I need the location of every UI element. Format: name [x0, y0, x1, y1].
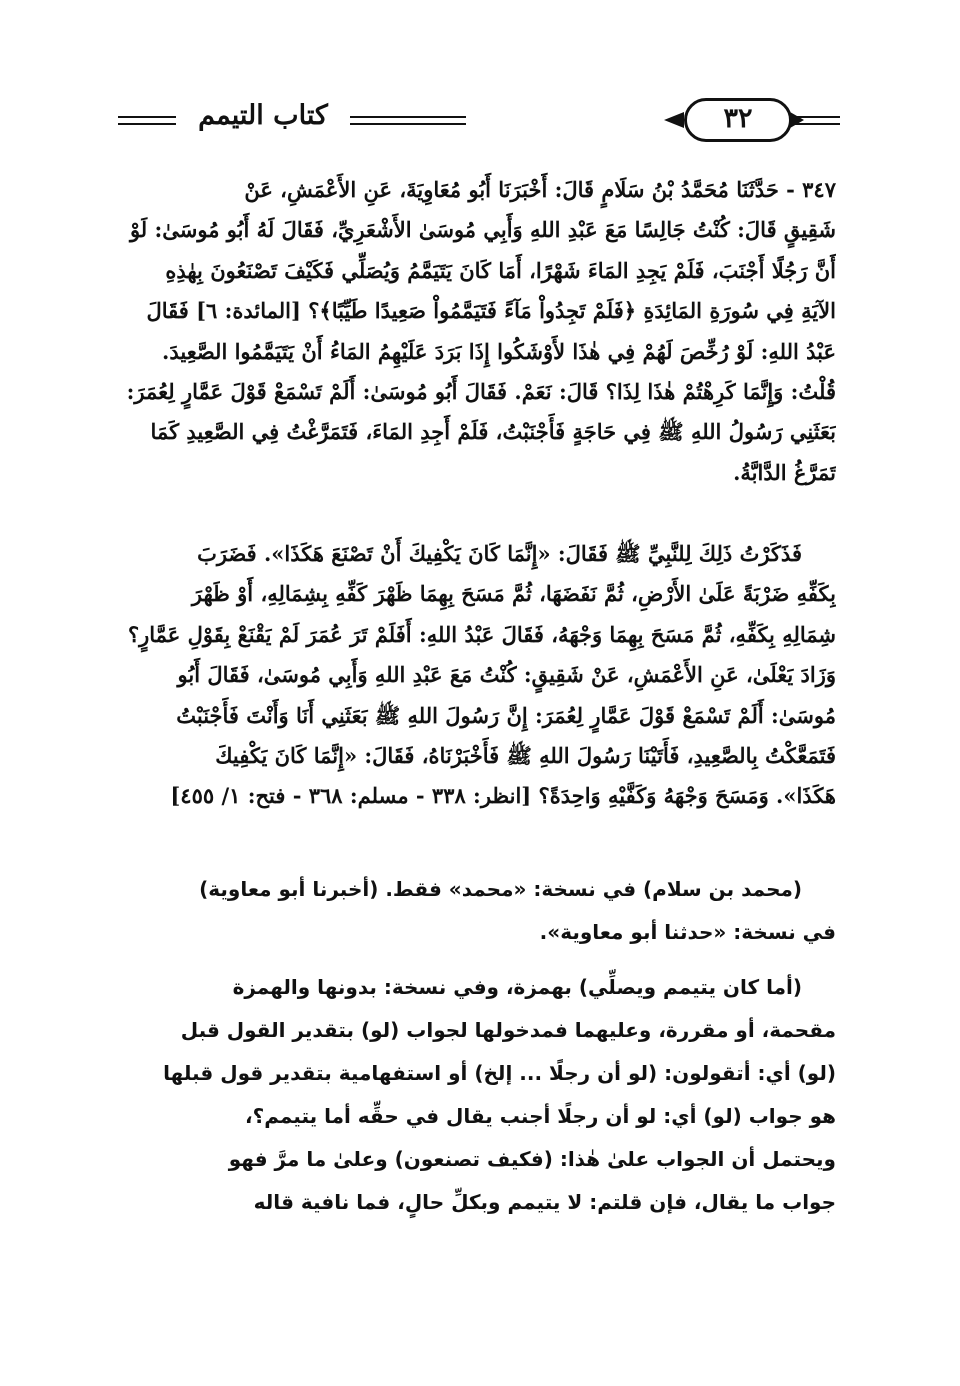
hadith-paragraph-2 [124, 534, 836, 817]
text-line: هو جواب (لو) أي: لو أن رجلًا أجنب يقال في حقِّه أما يتيمم؟، [245, 1104, 836, 1128]
page-header [118, 92, 840, 148]
text-line: مُوسَىٰ: أَلَمْ تَسْمَعْ قَوْلَ عَمَّارٍ لِعُمَرَ: إِنَّ رَسُولَ اللهِ ﷺ بَعَثَنِي أَنَا وَأَنْتَ فَأَجْنَبْتُ [176, 702, 836, 728]
text-line: (أما كان يتيمم ويصلِّي) بهمزة، وفي نسخة: بدونها والهمزة [232, 975, 802, 999]
book-title: كتاب التيمم [198, 100, 328, 131]
commentary-paragraph-1 [124, 868, 836, 954]
text-line: بِكَفِّهِ ضَرْبَةً عَلَىٰ الأَرْضِ، ثُمَّ نَفَضَهَا، ثُمَّ مَسَحَ بِهِمَا ظَهْرَ كَفِّهِ بِشِمَالِهِ، أَوْ ظَهْرَ [191, 581, 836, 607]
commentary-paragraph-2 [124, 966, 836, 1224]
text-line: تَمَرَّغُ الدَّابَّةُ. [733, 459, 836, 485]
header-ornament-rule-middle [350, 116, 466, 125]
text-line: أَنَّ رَجُلًا أَجْنَبَ، فَلَمْ يَجِدِ المَاءَ شَهْرًا، أَمَا كَانَ يَتَيَمَّمُ وَيُصَلِّي فَكَيْفَ تَصْنَعُونَ بِهٰذِهِ [165, 257, 836, 283]
page-number-ornament-left [664, 112, 684, 128]
text-line: ٣٤٧ - حَدَّثَنَا مُحَمَّدُ بْنُ سَلَامٍ قَالَ: أَخْبَرَنَا أَبُو مُعَاوِيَةَ، عَنِ الأَعْمَشِ، عَنْ [244, 177, 836, 202]
text-line: شِمَالِهِ بِكَفِّهِ، ثُمَّ مَسَحَ بِهِمَا وَجْهَهُ، فَقَالَ عَبْدُ اللهِ: أَفَلَمْ تَرَ عُمَرَ لَمْ يَقْنَعْ بِقَوْلِ عَمَّارٍ؟ [127, 621, 836, 647]
text-line: (محمد بن سلام) في نسخة: «محمد» فقط. (أخبرنا أبو معاوية) [199, 877, 802, 901]
page-number: ٣٢ [684, 98, 792, 142]
text-line: بَعَثَنِي رَسُولُ اللهِ ﷺ فِي حَاجَةٍ فَأَجْنَبْتُ، فَلَمْ أَجِدِ المَاءَ، فَتَمَرَّغْتُ فِي الصَّعِيدِ كَمَا [150, 419, 836, 445]
text-line: ويحتمل أن الجواب علىٰ هٰذا: (فكيف تصنعون) وعلىٰ ما مرَّ فهو [228, 1147, 836, 1171]
text-line: قُلْتُ: وَإِنَّمَا كَرِهْتُمْ هٰذَا لِذَا؟ قَالَ: نَعَمْ. فَقَالَ أَبُو مُوسَىٰ: أَلَمْ تَسْمَعْ قَوْلَ عَمَّارٍ لِعُمَرَ: [126, 379, 836, 405]
text-line: عَبْدُ اللهِ: لَوْ رُخِّصَ لَهُمْ فِي هٰذَا لأَوْشَكُوا إِذَا بَرَدَ عَلَيْهِمُ المَاءُ أَنْ يَتَيَمَّمُوا الصَّعِيدَ. [162, 338, 836, 364]
text-line: فَتَمَعَّكْتُ بِالصَّعِيدِ، فَأَتَيْنَا رَسُولَ اللهِ ﷺ فَأَخْبَرْنَاهُ، فَقَالَ: «إِنَّمَا كَانَ يَكْفِيكَ [215, 743, 836, 769]
hadith-paragraph-1 [124, 170, 836, 493]
text-line: فَذَكَرْتُ ذَلِكَ لِلنَّبِيِّ ﷺ فَقَالَ: «إِنَّمَا كَانَ يَكْفِيكَ أَنْ تَصْنَعَ هَكَذَا». فَضَرَبَ [197, 541, 802, 566]
text-line: مقحمة، أو مقررة، وعليهما فمدخولها لجواب (لو) بتقدير القول قبل [180, 1018, 836, 1042]
text-line: هَكَذَا». وَمَسَحَ وَجْهَهُ وَكَفَّيْهِ وَاحِدَةً؟ [انظر: ٣٣٨ - مسلم: ٣٦٨ - فتح: ١/ ٤٥٥] [170, 783, 836, 809]
text-line: شَقِيقٍ قَالَ: كُنْتُ جَالِسًا مَعَ عَبْدِ اللهِ وَأَبِي مُوسَىٰ الأَشْعَرِيِّ، فَقَالَ لَهُ أَبُو مُوسَىٰ: لَوْ [129, 217, 836, 243]
text-line: (لو) أي: أتقولون: (لو أن رجلًا ... إلخ) أو استفهامية بتقدير قول قبلها [163, 1061, 836, 1085]
header-ornament-rule-right [794, 116, 840, 125]
text-line: في نسخة: «حدثنا أبو معاوية». [539, 920, 836, 944]
header-ornament-rule-left [118, 116, 176, 125]
text-line: وَزَادَ يَعْلَىٰ، عَنِ الأَعْمَشِ، عَنْ شَقِيقٍ: كُنْتُ مَعَ عَبْدِ اللهِ وَأَبِي مُوسَىٰ، فَقَالَ أَبُو [177, 662, 836, 688]
text-line: الآيَةِ فِي سُورَةِ المَائِدَةِ ﴿فَلَمْ تَجِدُواْ مَآءً فَتَيَمَّمُواْ صَعِيدًا طَيِّبًا﴾؟ [المائدة: ٦] فَقَالَ [146, 298, 836, 324]
text-line: جواب ما يقال، فإن قلتم: لا يتيمم وبكلِّ حالٍ، فما نافية قاله [253, 1190, 836, 1214]
